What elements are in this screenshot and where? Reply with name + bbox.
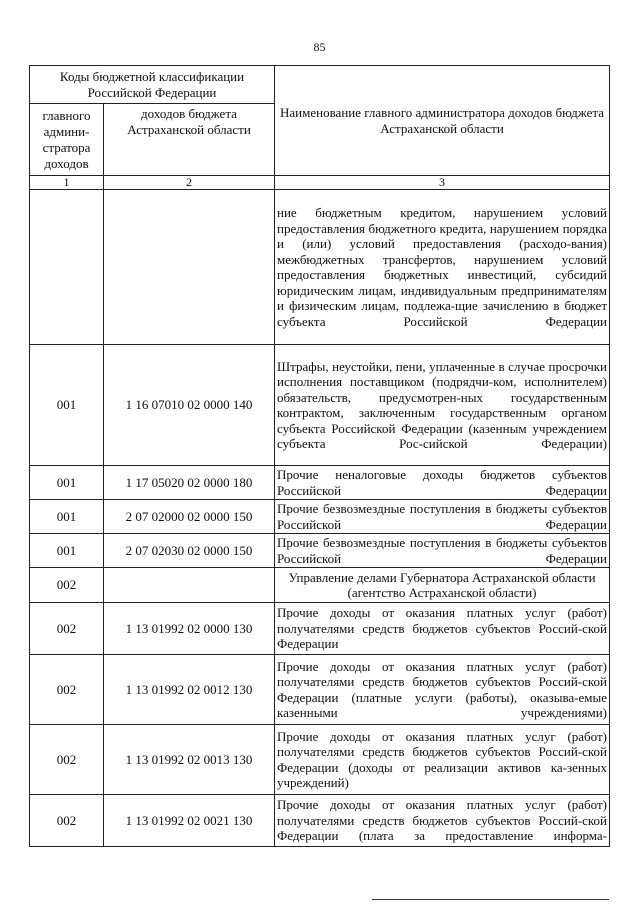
income-name: Прочие безвозмездные поступления в бюджеты субъектов Российской Федерации <box>275 534 610 568</box>
admin-code: 001 <box>30 345 104 466</box>
table-row <box>30 603 610 655</box>
header-col3-title: Наименование главного администратора доходов бюджета Астраханской области <box>275 66 610 176</box>
budget-codes-table <box>29 65 610 847</box>
table-row <box>30 795 610 847</box>
admin-code: 001 <box>30 534 104 568</box>
income-name: Прочие доходы от оказания платных услуг (работ) получателями средств бюджетов субъектов Россий-ской Федерации (доходы от реализации активов ка-зенных учреждений) <box>275 725 610 795</box>
column-number-3: 3 <box>275 176 610 190</box>
admin-code: 002 <box>30 603 104 655</box>
income-code <box>104 190 275 345</box>
table-row <box>30 345 610 466</box>
income-code: 1 13 01992 02 0021 130 <box>104 795 275 847</box>
column-number-row <box>30 176 610 190</box>
table-row <box>30 568 610 603</box>
income-code: 1 13 01992 02 0012 130 <box>104 655 275 725</box>
table-row <box>30 500 610 534</box>
page-number: 85 <box>313 40 326 54</box>
income-name: Прочие доходы от оказания платных услуг (работ) получателями средств бюджетов субъектов Россий-ской Федерации (плата за предоставление информа- <box>275 795 610 847</box>
admin-code: 002 <box>30 568 104 603</box>
administrator-name: Управление делами Губернатора Астраханской области (агентство Астраханской области) <box>275 568 610 603</box>
admin-code: 002 <box>30 655 104 725</box>
income-code <box>104 568 275 603</box>
income-name: Прочие неналоговые доходы бюджетов субъектов Российской Федерации <box>275 466 610 500</box>
income-code: 1 13 01992 02 0013 130 <box>104 725 275 795</box>
table-row <box>30 466 610 500</box>
table-row <box>30 725 610 795</box>
admin-code: 001 <box>30 466 104 500</box>
income-name: Штрафы, неустойки, пени, уплаченные в случае просрочки исполнения поставщиком (подрядчи-ком, исполнителем) обязательств, предусмотрен-ных государственным контрактом, заключенным государственным органом субъекта Российской Федерации (казенным учреждением субъекта Рос-сийской Федерации) <box>275 345 610 466</box>
income-name: Прочие доходы от оказания платных услуг (работ) получателями средств бюджетов субъектов Россий-ской Федерации (платные услуги (работы), оказыва-емые казенными учреждениями) <box>275 655 610 725</box>
income-code: 2 07 02030 02 0000 150 <box>104 534 275 568</box>
column-number-2: 2 <box>104 176 275 190</box>
admin-code <box>30 190 104 345</box>
column-number-1: 1 <box>30 176 104 190</box>
admin-code: 002 <box>30 795 104 847</box>
admin-code: 001 <box>30 500 104 534</box>
table-row <box>30 534 610 568</box>
income-name: Прочие доходы от оказания платных услуг (работ) получателями средств бюджетов субъектов Россий-ской Федерации <box>275 603 610 655</box>
income-code: 2 07 02000 02 0000 150 <box>104 500 275 534</box>
admin-code: 002 <box>30 725 104 795</box>
header-group-title: Коды бюджетной классификации Российской Федерации <box>30 66 275 104</box>
income-code: 1 16 07010 02 0000 140 <box>104 345 275 466</box>
table-row <box>30 655 610 725</box>
header-col1-title: главного админи-стратора доходов <box>30 104 104 176</box>
income-name: ние бюджетным кредитом, нарушением условий предоставления бюджетного кредита, нарушением порядка и (или) условий предоставления (расходо-вания) межбюджетных трансфертов, нарушением условий предоставления бюджетных инвестиций, субсидий юридическим лицам, индивидуальным предпринимателям и физическим лицам, подлежа-щие зачислению в бюджет субъекта Российской Федерации <box>275 190 610 345</box>
table-row <box>30 190 610 345</box>
income-code: 1 13 01992 02 0000 130 <box>104 603 275 655</box>
income-name: Прочие безвозмездные поступления в бюджеты субъектов Российской Федерации <box>275 500 610 534</box>
income-code: 1 17 05020 02 0000 180 <box>104 466 275 500</box>
bottom-rule <box>372 899 609 900</box>
header-col2-title: доходов бюджета Астраханской области <box>104 104 275 176</box>
header-row <box>30 66 610 104</box>
